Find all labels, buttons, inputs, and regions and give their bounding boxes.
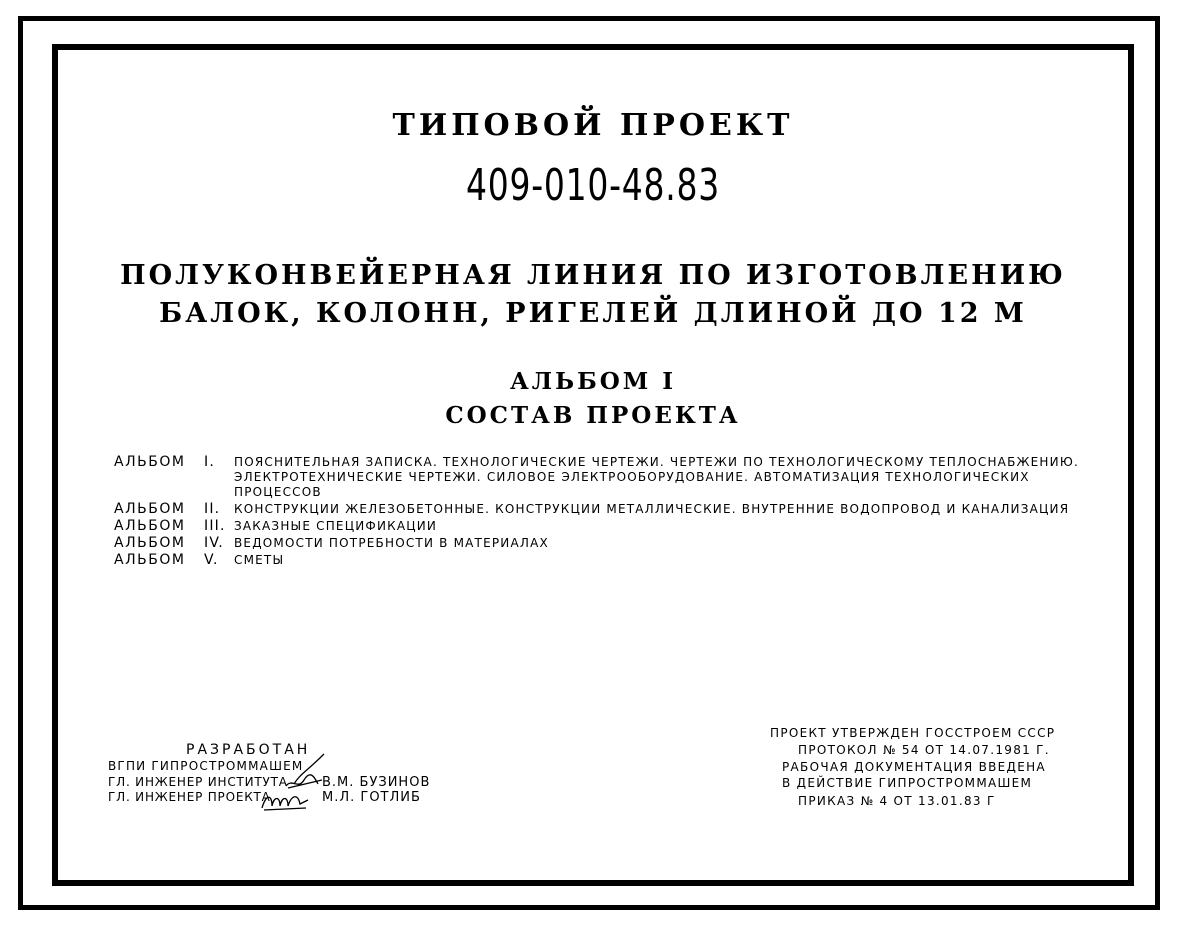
project-number: 409-010-48.83: [465, 160, 721, 211]
signature-institute-icon: [284, 750, 328, 794]
contents-list: [114, 455, 1094, 568]
album-description: КОНСТРУКЦИИ ЖЕЛЕЗОБЕТОННЫЕ. КОНСТРУКЦИИ МЕТАЛЛИЧЕСКИЕ. ВНУТРЕННИЕ ВОДОПРОВОД И КАНАЛИЗАЦИЯ: [234, 502, 1070, 516]
developer-heading: РАЗРАБОТАН: [186, 742, 311, 758]
album-label: АЛЬБОМ: [114, 454, 186, 470]
album-label: АЛЬБОМ: [114, 535, 186, 551]
list-item: [114, 536, 1094, 551]
approval-line-1: ПРОЕКТ УТВЕРЖДЕН ГОССТРОЕМ СССР: [770, 726, 1056, 740]
approval-line-2: ПРОТОКОЛ № 54 ОТ 14.07.1981 Г.: [798, 743, 1050, 757]
chief-engineer-project-name: М.Л. ГОТЛИБ: [322, 790, 421, 805]
approval-line-3: РАБОЧАЯ ДОКУМЕНТАЦИЯ ВВЕДЕНА: [782, 760, 1046, 774]
album-number: III.: [204, 518, 226, 534]
project-title-line-1: ПОЛУКОНВЕЙЕРНАЯ ЛИНИЯ ПО ИЗГОТОВЛЕНИЮ: [120, 260, 1066, 291]
album-description: ВЕДОМОСТИ ПОТРЕБНОСТИ В МАТЕРИАЛАХ: [234, 536, 549, 550]
chief-engineer-project-role: ГЛ. ИНЖЕНЕР ПРОЕКТА: [108, 790, 271, 804]
project-title-line-2: БАЛОК, КОЛОНН, РИГЕЛЕЙ ДЛИНОЙ ДО 12 М: [159, 298, 1027, 329]
album-heading: АЛЬБОМ I: [510, 368, 676, 395]
album-subtitle: СОСТАВ ПРОЕКТА: [445, 402, 741, 429]
approval-line-4: В ДЕЙСТВИЕ ГИПРОСТРОММАШЕМ: [782, 776, 1033, 790]
album-label: АЛЬБОМ: [114, 518, 186, 534]
album-number: IV.: [204, 535, 224, 551]
approval-line-5: ПРИКАЗ № 4 ОТ 13.01.83 Г: [798, 794, 996, 808]
list-item: [114, 455, 1094, 500]
album-description: ПОЯСНИТЕЛЬНАЯ ЗАПИСКА. ТЕХНОЛОГИЧЕСКИЕ ЧЕРТЕЖИ. ЧЕРТЕЖИ ПО ТЕХНОЛОГИЧЕСКОМУ ТЕПЛОСНАБЖЕНИЮ. ЭЛЕКТРОТЕХНИЧЕСКИЕ ЧЕРТЕЖИ. СИЛОВОЕ ЭЛЕКТРООБОРУДОВАНИЕ. АВТОМАТИЗАЦИЯ ТЕХНОЛОГИЧЕСКИХ ПРОЦЕССОВ: [234, 455, 1079, 499]
project-type: ТИПОВОЙ ПРОЕКТ: [392, 108, 794, 143]
album-label: АЛЬБОМ: [114, 501, 186, 517]
chief-engineer-institute-name: В.М. БУЗИНОВ: [322, 775, 431, 790]
developer-org: ВГПИ ГИПРОСТРОММАШЕМ: [108, 759, 304, 773]
album-label: АЛЬБОМ: [114, 552, 186, 568]
album-description: СМЕТЫ: [234, 553, 285, 567]
signature-project-icon: [260, 790, 312, 814]
album-number: II.: [204, 501, 221, 517]
chief-engineer-institute-role: ГЛ. ИНЖЕНЕР ИНСТИТУТА: [108, 775, 288, 789]
album-number: I.: [204, 454, 215, 470]
album-number: V.: [204, 552, 219, 568]
list-item: [114, 519, 1094, 534]
list-item: [114, 502, 1094, 517]
list-item: [114, 553, 1094, 568]
album-description: ЗАКАЗНЫЕ СПЕЦИФИКАЦИИ: [234, 519, 438, 533]
